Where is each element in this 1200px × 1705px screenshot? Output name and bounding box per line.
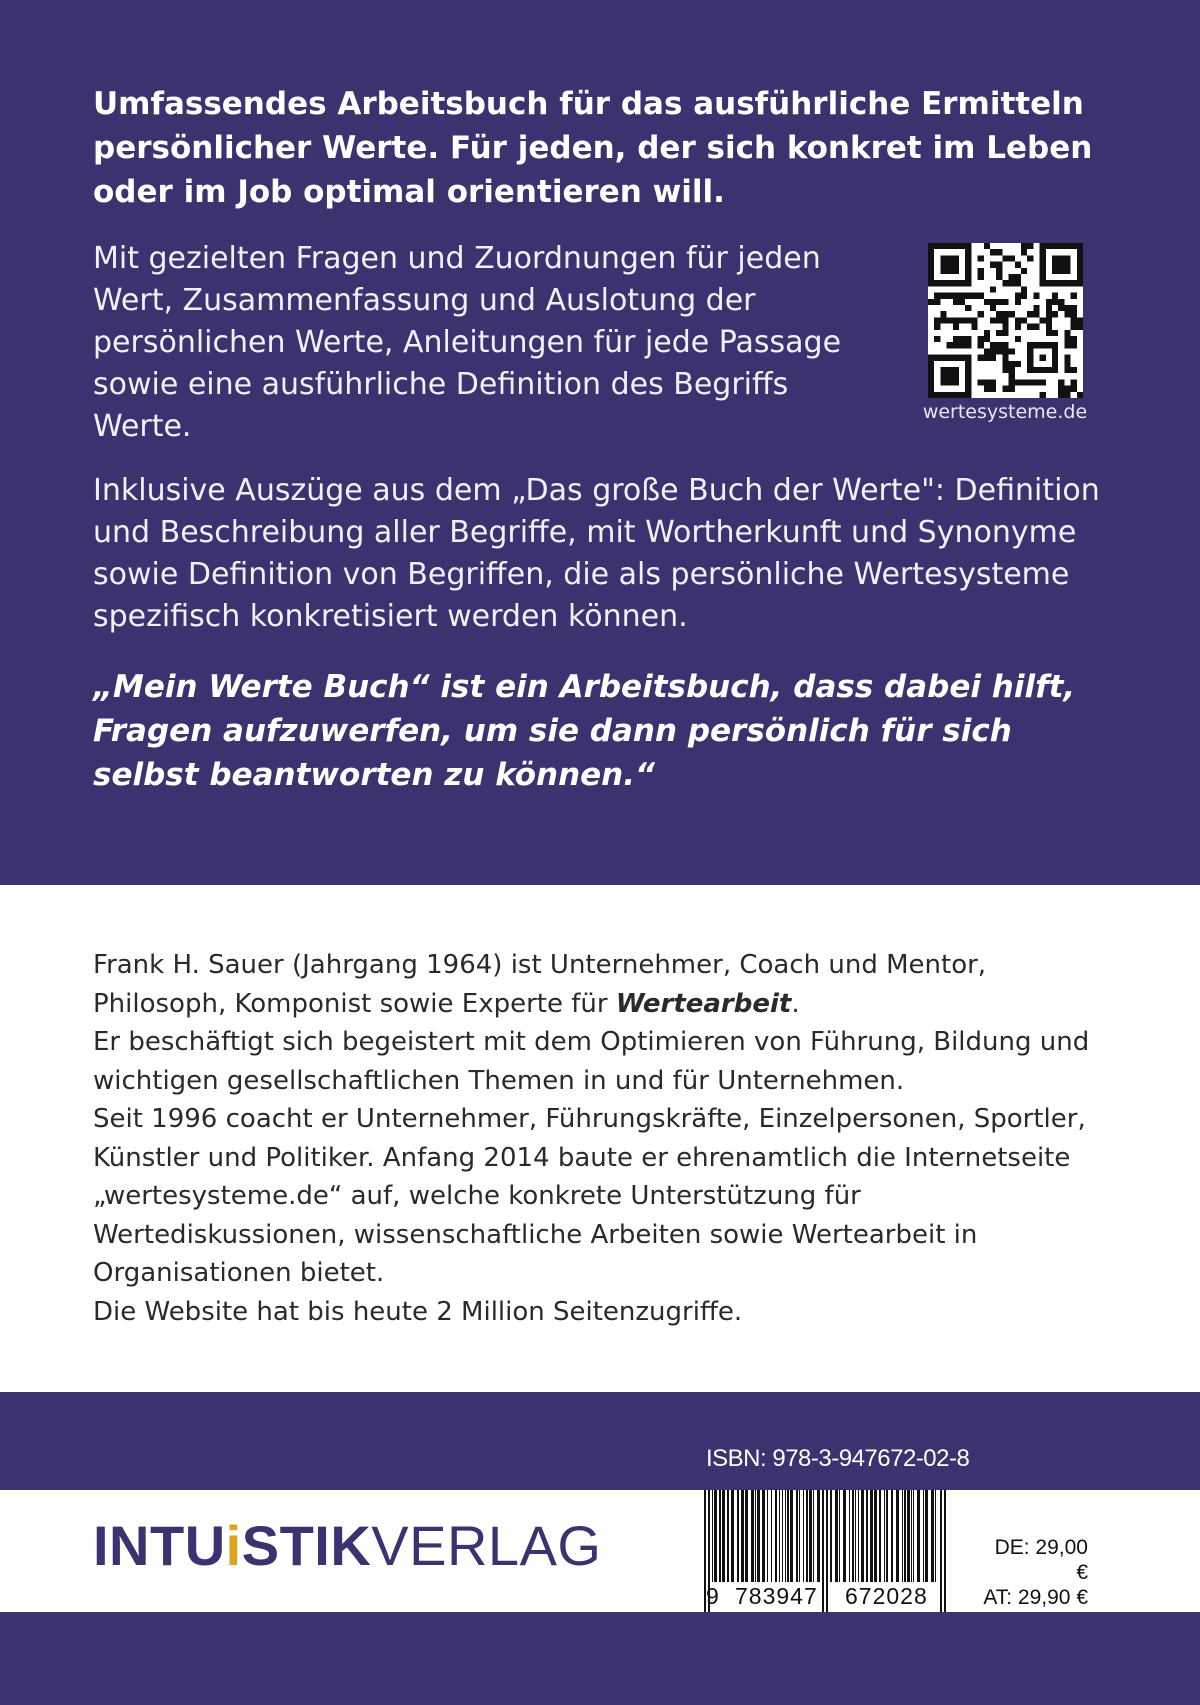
logo-text: STIK [241,1514,372,1577]
bio-line: Die Website hat bis heute 2 Million Seitenzugriffe. [93,1296,743,1327]
bio-line: Frank H. Sauer (Jahrgang 1964) ist Unternehmer, Coach und Mentor, [93,950,987,980]
bio-text: . [791,988,800,1019]
author-bio [93,946,1113,1331]
description-paragraph: Mit gezielten Fragen und Zuordnungen für jeden Wert, Zusammenfassung und Auslotung der persönlichen Werte, Anleitungen für jede Passage sowie eine ausführliche Definition des Begriffs Werte. [93,241,842,444]
qr-code-icon[interactable] [928,243,1083,398]
bio-line: „wertesysteme.de“ auf, welche konkrete Unterstützung für [93,1181,861,1211]
logo-accent-i: i [225,1514,242,1577]
bio-line: Künstler und Politiker. Anfang 2014 baute er ehrenamtlich die Internetseite [93,1142,1071,1173]
qr-caption: wertesysteme.de [922,401,1088,423]
bio-line [93,985,1113,1024]
logo-text-verlag: VERLAG [371,1514,602,1577]
price-de: DE: 29,00 € [994,1536,1088,1584]
publisher-logo [93,1516,601,1576]
price-at: AT: 29,90 € [983,1586,1088,1609]
bio-text: Philosoph, Komponist sowie Experte für [93,988,616,1019]
barcode-digit-first: 9 [706,1583,719,1609]
isbn-label: ISBN: 978-3-947672-02-8 [706,1445,970,1472]
price-block [978,1535,1088,1610]
excerpt-paragraph: Inklusive Auszüge aus dem „Das große Buch der Werte": Definition und Beschreibung aller Begriffe, mit Wortherkunft und Synonyme sowie Definition von Begriffen, die als persönliche Wertesysteme spezifisch konkretisiert werden können. [93,473,1100,634]
barcode-digits-left: 783947 [735,1583,818,1609]
logo-text: INTU [93,1514,226,1577]
bio-emphasis: Wertearbeit [615,988,792,1019]
bio-line: wichtigen gesellschaftlichen Themen in und für Unternehmen. [93,1065,905,1096]
barcode-digits-right: 672028 [845,1583,928,1609]
lead-text: Umfassendes Arbeitsbuch für das ausführliche Ermitteln persönlicher Werte. Für jeden, der sich konkret im Leben oder im Job optimal orientieren will. [93,86,1093,210]
quote-text: „Mein Werte Buch“ ist ein Arbeitsbuch, dass dabei hilft, Fragen aufzuwerfen, um sie dann persönlich für sich selbst beantworten zu können.“ [93,669,1076,793]
bio-line: Er beschäftigt sich begeistert mit dem Optimieren von Führung, Bildung und [93,1027,1090,1057]
bio-line: Wertediskussionen, wissenschaftliche Arbeiten sowie Wertearbeit in [93,1219,978,1250]
bio-line: Seit 1996 coacht er Unternehmer, Führungskräfte, Einzelpersonen, Sportler, [93,1104,1086,1134]
bio-line: Organisationen bietet. [93,1258,385,1288]
